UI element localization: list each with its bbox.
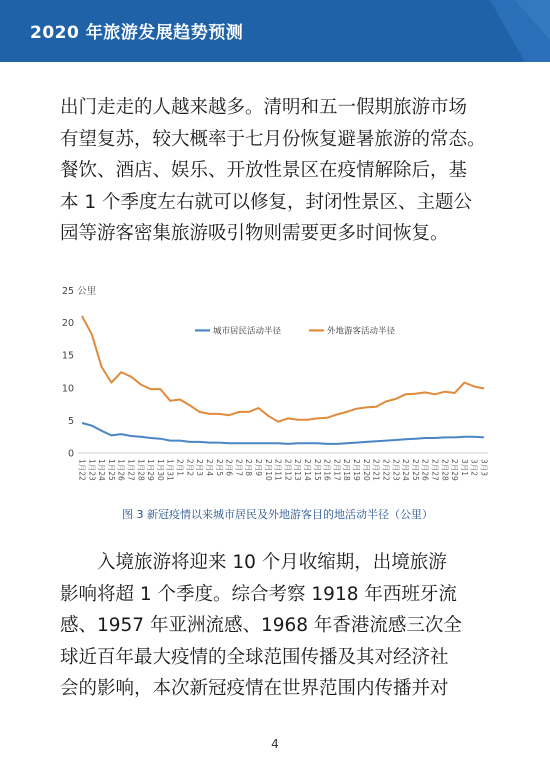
x-tick-label: 2月19 [352,459,362,481]
paragraph-line: 餐饮、酒店、娱乐、开放性景区在疫情解除后，基 [60,160,468,181]
x-tick-label: 2月16 [322,459,332,481]
paragraph-line: 有望复苏，较大概率于七月份恢复避暑旅游的常态。 [60,128,486,150]
paragraph-2 [60,547,500,705]
paragraph-line: 入境旅游将迎来 10 个月收缩期，出境旅游 [97,552,447,573]
x-tick-label: 1月25 [106,459,116,481]
series-line-1 [82,423,484,444]
legend-label: 外地游客活动半径 [327,326,396,337]
figure-caption: 图 3 新冠疫情以来城市居民及外地游客目的地活动半径（公里） [122,508,433,521]
x-tick-label: 1月28 [136,459,146,481]
x-tick-label: 3月1 [459,459,469,477]
figure-chart [56,272,499,496]
paragraph-1 [60,92,500,250]
y-tick-label: 10 [61,383,74,395]
paragraph-line: 园等游客密集旅游吸引物则需要更多时间恢复。 [60,223,449,244]
line-chart [56,272,499,496]
header-decoration [430,0,550,62]
x-tick-label: 2月8 [244,459,254,477]
x-tick-label: 2月22 [381,459,391,481]
paragraph-line: 影响将超 1 个季度。综合考察 1918 年西班牙流 [60,583,457,605]
x-tick-label: 2月26 [420,459,430,481]
x-tick-label: 2月12 [283,459,293,481]
x-tick-label: 1月26 [116,459,126,481]
x-tick-label: 2月9 [253,459,263,477]
paragraph-line: 出门走走的人越来越多。清明和五一假期旅游市场 [60,97,468,118]
paragraph-line: 感、1957 年亚洲流感、1968 年香港流感三次全 [60,615,462,636]
x-tick-label: 1月31 [165,459,175,481]
y-axis-unit-label: 25 公里 [62,286,97,297]
x-tick-label: 2月28 [440,459,450,481]
y-tick-label: 5 [67,415,74,427]
x-tick-label: 3月3 [479,459,489,477]
x-tick-label: 2月1 [175,459,185,477]
x-tick-label: 2月11 [273,459,283,481]
x-tick-label: 2月29 [450,459,460,481]
header-title: 2020 年旅游发展趋势预测 [30,23,244,43]
x-tick-label: 1月23 [87,459,97,481]
legend-label: 城市居民活动半径 [213,326,282,337]
x-tick-label: 2月25 [410,459,420,481]
y-tick-label: 15 [61,350,74,362]
x-tick-label: 2月24 [401,459,411,481]
x-tick-label: 2月10 [263,459,273,481]
x-tick-label: 2月14 [303,459,313,481]
x-tick-label: 1月22 [77,459,87,481]
x-tick-label: 2月6 [224,459,234,477]
x-tick-label: 2月21 [371,459,381,481]
x-tick-label: 1月30 [155,459,165,481]
x-tick-label: 1月27 [126,459,136,481]
x-tick-label: 2月20 [361,459,371,481]
x-tick-label: 3月2 [469,459,479,477]
paragraph-line: 球近百年最大疫情的全球范围传播及其对经济社 [60,646,449,668]
x-tick-label: 2月13 [293,459,303,481]
x-tick-label: 2月27 [430,459,440,481]
page-number: 4 [271,737,279,751]
page-header [0,0,550,62]
y-tick-label: 20 [61,318,74,330]
series-line-2 [82,316,484,422]
x-tick-label: 2月3 [195,459,205,477]
paragraph-line: 本 1 个季度左右就可以修复，封闭性景区、主题公 [60,191,473,213]
x-tick-label: 1月29 [146,459,156,481]
x-tick-label: 2月4 [204,459,214,477]
x-tick-label: 1月24 [97,459,107,481]
x-tick-label: 2月18 [342,459,352,481]
x-tick-label: 2月17 [332,459,342,481]
x-tick-label: 2月5 [214,459,224,477]
x-tick-label: 2月23 [391,459,401,481]
x-tick-label: 2月2 [185,459,195,477]
paragraph-line: 会的影响，本次新冠疫情在世界范围内传播并对 [60,678,449,699]
y-tick-label: 0 [67,448,74,460]
x-tick-label: 2月15 [312,459,322,481]
x-tick-label: 2月7 [234,459,244,477]
